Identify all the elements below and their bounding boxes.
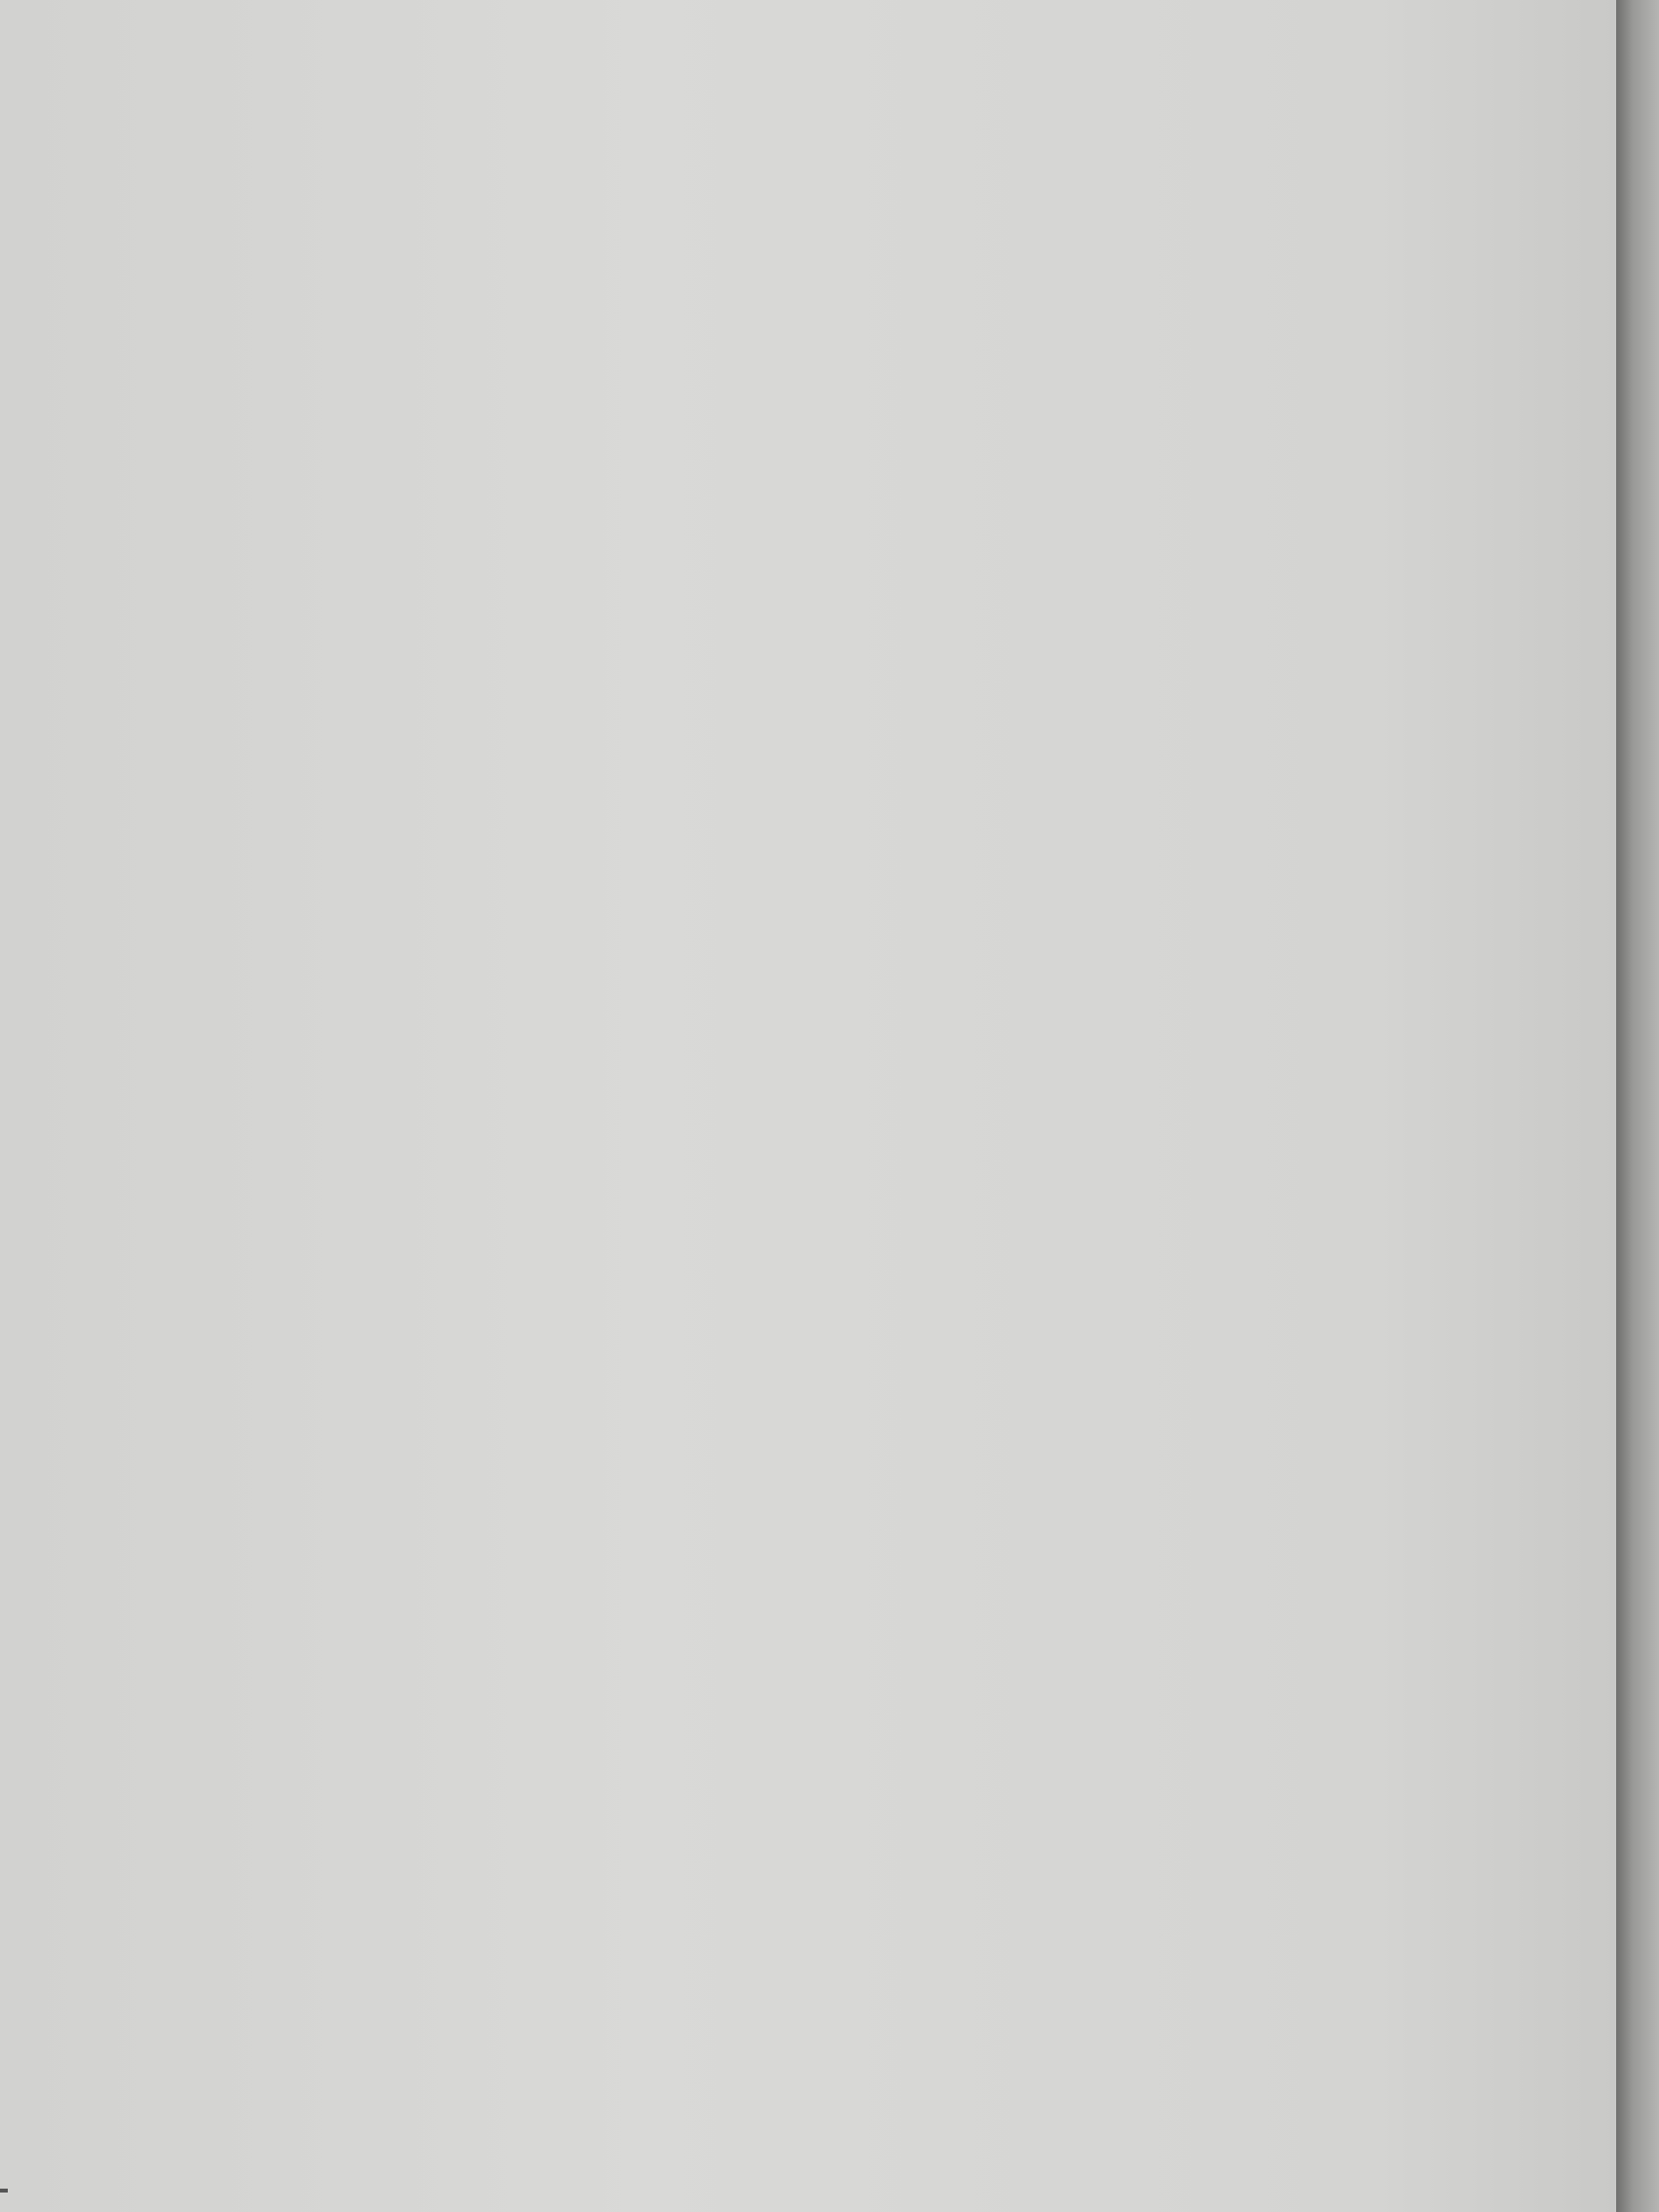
table-of-contents bbox=[82, 93, 1416, 121]
page-edge bbox=[1616, 0, 1659, 2212]
watermark bbox=[0, 2189, 8, 2193]
